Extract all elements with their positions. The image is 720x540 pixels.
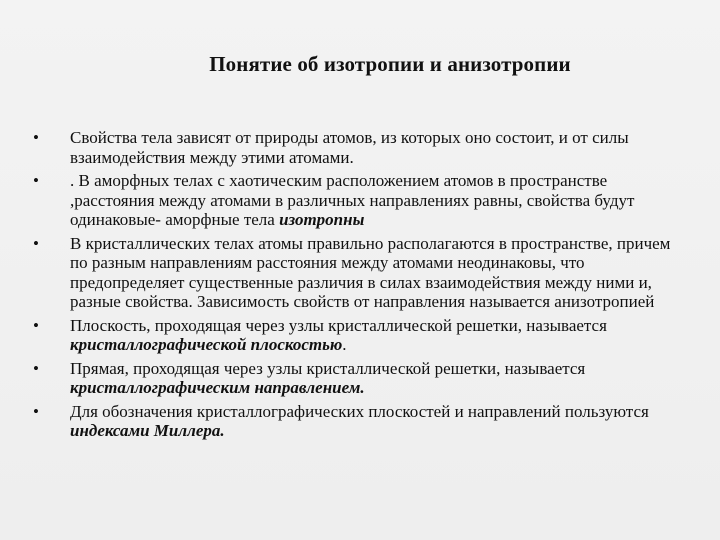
bullet-list (28, 128, 688, 445)
bullet-emphasis: изотропны (279, 210, 365, 229)
bullet-icon: • (33, 128, 39, 147)
bullet-text: Свойства тела зависят от природы атомов, из которых оно состоит, и от силы взаимодействия между этими атомами. (70, 128, 629, 167)
bullet-text: Плоскость, проходящая через узлы кристаллической решетки, называется (70, 315, 607, 335)
bullet-item-4 (28, 316, 688, 355)
bullet-item-6 (28, 402, 688, 441)
bullet-emphasis: кристаллографическим направлением. (70, 378, 365, 397)
bullet-item-2 (28, 171, 688, 230)
bullet-icon: • (33, 171, 39, 190)
bullet-after: . (342, 335, 347, 354)
bullet-text: Прямая, проходящая через узлы кристаллической решетки, называется (70, 358, 586, 378)
bullet-item-5 (28, 359, 688, 398)
bullet-icon: • (33, 401, 39, 421)
bullet-emphasis: кристаллографической плоскостью (70, 335, 343, 354)
bullet-icon: • (33, 315, 39, 335)
bullet-icon: • (33, 358, 39, 378)
bullet-text: Для обозначения кристаллографических плоскостей и направлений пользуются (70, 401, 649, 421)
slide-title: Понятие об изотропии и анизотропии (209, 52, 571, 76)
bullet-item-1 (28, 128, 688, 167)
bullet-icon: • (33, 233, 39, 253)
bullet-item-3 (28, 234, 688, 312)
bullet-text: В кристаллических телах атомы правильно располагаются в пространстве, причем по разным направлениям расстояния между атомами неодинаковы, что предопределяет существенные различия в силах взаимодействия между ними и, разные свойства. Зависимость свойств от направления называется анизотропией (70, 233, 671, 311)
bullet-emphasis: индексами Миллера. (70, 421, 225, 440)
bullet-text: . В аморфных телах с хаотическим расположением атомов в пространстве ,расстояния между атомами в различных направлениях равны, свойства будут одинаковые- аморфные тела (70, 171, 635, 229)
